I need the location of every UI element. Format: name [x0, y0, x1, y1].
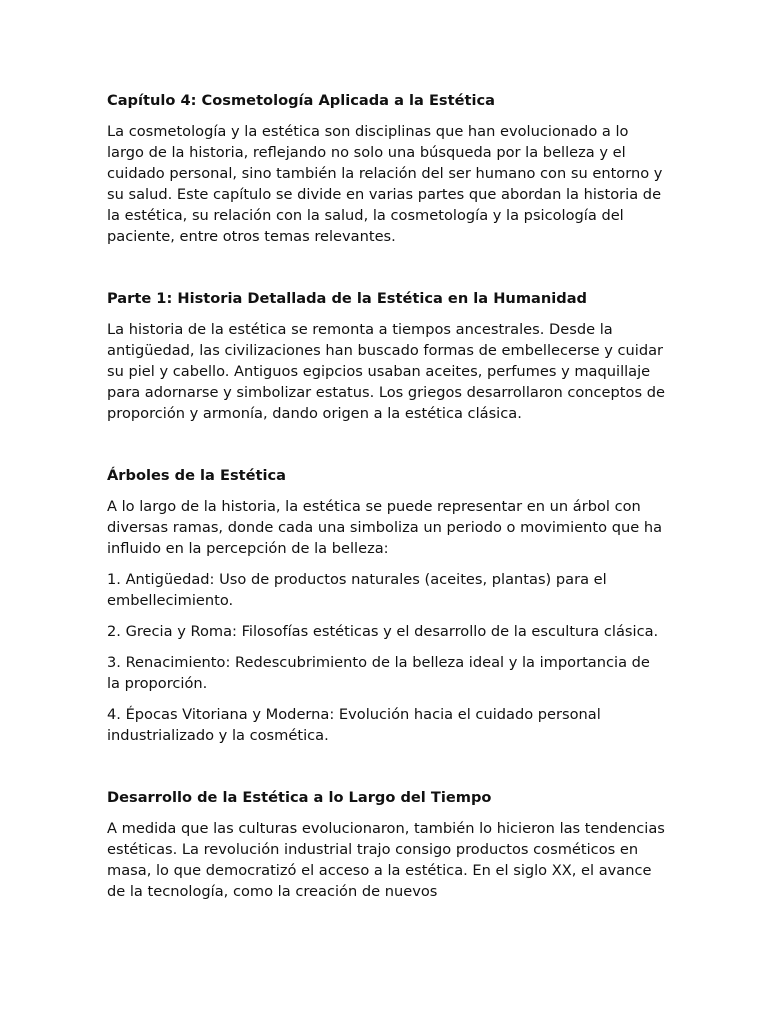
development-title: Desarrollo de la Estética a lo Largo del Tiempo: [107, 789, 492, 806]
chapter-intro-paragraph: La cosmetología y la estética son disciplinas que han evolucionado a lo largo de la historia, reflejando no solo una búsqueda por la belleza y el cuidado personal, sino también la relación del ser humano con su entorno y su salud. Este capítulo se divide en varias partes que abordan la historia de la estética, su relación con la salud, la cosmetología y la psicología del paciente, entre otros temas relevantes.: [107, 123, 663, 245]
list-item: 2. Grecia y Roma: Filosofías estéticas y el desarrollo de la escultura clásica.: [107, 623, 659, 640]
trees-paragraph: A lo largo de la historia, la estética se puede representar en un árbol con diversas ramas, donde cada una simboliza un periodo o movimiento que ha influido en la percepción de la belleza:: [107, 498, 663, 557]
development-paragraph: A medida que las culturas evolucionaron, también lo hicieron las tendencias estéticas. La revolución industrial trajo consigo productos cosméticos en masa, lo que democratizó el acceso a la estética. En el siglo XX, el avance de la tecnología, como la creación de nuevos: [107, 820, 665, 900]
chapter-section: [107, 90, 667, 247]
part1-paragraph: La historia de la estética se remonta a tiempos ancestrales. Desde la antigüedad, las civilizaciones han buscado formas de embellecerse y cuidar su piel y cabello. Antiguos egipcios usaban aceites, perfumes y maquillaje para adornarse y simbolizar estatus. Los griegos desarrollaron conceptos de proporción y armonía, dando origen a la estética clásica.: [107, 321, 665, 422]
trees-section: [107, 465, 667, 746]
development-section: [107, 787, 667, 902]
document-page: [107, 90, 667, 912]
list-item: 3. Renacimiento: Redescubrimiento de la belleza ideal y la importancia de la proporción.: [107, 654, 650, 692]
list-item: 1. Antigüedad: Uso de productos naturales (aceites, plantas) para el embellecimiento.: [107, 571, 607, 609]
chapter-title: Capítulo 4: Cosmetología Aplicada a la Estética: [107, 92, 495, 109]
part1-section: [107, 288, 667, 424]
part1-title: Parte 1: Historia Detallada de la Estética en la Humanidad: [107, 290, 588, 307]
trees-title: Árboles de la Estética: [107, 467, 286, 484]
list-item: 4. Épocas Vitoriana y Moderna: Evolución hacia el cuidado personal industrializado y la cosmética.: [107, 706, 601, 744]
